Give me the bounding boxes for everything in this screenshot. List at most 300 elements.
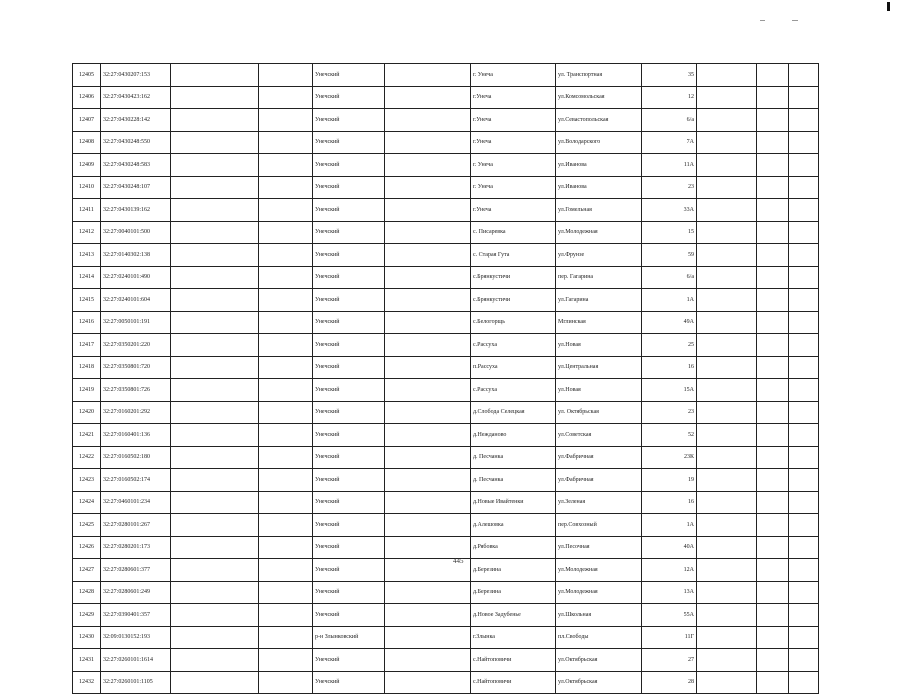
cell-empty <box>697 199 757 222</box>
table-row <box>73 604 819 627</box>
cell-empty <box>171 311 259 334</box>
cell-empty <box>757 514 789 537</box>
cell-empty <box>171 424 259 447</box>
cell-street: ул.Иванова <box>556 176 642 199</box>
cell-locality: г.Унеча <box>471 131 556 154</box>
cell-street: ул.Советская <box>556 424 642 447</box>
cell-empty <box>789 244 819 267</box>
cell-empty <box>757 109 789 132</box>
table-body <box>73 64 819 694</box>
cell-house: 7А <box>642 131 697 154</box>
cell-empty <box>259 469 313 492</box>
cell-empty <box>259 199 313 222</box>
cell-street: ул.Володарского <box>556 131 642 154</box>
cell-empty <box>697 536 757 559</box>
cell-record-number: 12417 <box>73 334 101 357</box>
cell-record-number: 12420 <box>73 401 101 424</box>
cell-street: ул.Молодежная <box>556 581 642 604</box>
table-row <box>73 491 819 514</box>
cell-empty <box>757 536 789 559</box>
cell-district: Унечский <box>313 514 385 537</box>
cell-empty <box>697 649 757 672</box>
cell-cadastral-number: 32:27:0460101:234 <box>101 491 171 514</box>
cell-record-number: 12414 <box>73 266 101 289</box>
cell-empty <box>171 109 259 132</box>
cell-house: 49А <box>642 311 697 334</box>
cell-empty <box>259 559 313 582</box>
cell-empty <box>171 514 259 537</box>
cell-district: Унечский <box>313 64 385 87</box>
cell-street: ул. Транспортная <box>556 64 642 87</box>
cell-empty <box>385 424 471 447</box>
cell-empty <box>697 289 757 312</box>
table-row <box>73 289 819 312</box>
cell-locality: с.Найтоповичи <box>471 671 556 694</box>
cell-house: 11А <box>642 154 697 177</box>
cell-empty <box>259 86 313 109</box>
cell-locality: г.Унеча <box>471 199 556 222</box>
cell-empty <box>171 86 259 109</box>
cell-empty <box>757 221 789 244</box>
table-row <box>73 221 819 244</box>
cell-cadastral-number: 32:27:0240101:604 <box>101 289 171 312</box>
cell-empty <box>757 446 789 469</box>
cell-empty <box>789 311 819 334</box>
cell-locality: д. Песчанка <box>471 446 556 469</box>
table-row <box>73 64 819 87</box>
table-row <box>73 581 819 604</box>
cell-empty <box>789 86 819 109</box>
cell-empty <box>757 604 789 627</box>
cell-empty <box>259 334 313 357</box>
cell-empty <box>385 244 471 267</box>
cell-empty <box>757 131 789 154</box>
cell-empty <box>757 311 789 334</box>
cell-empty <box>789 671 819 694</box>
cell-district: Унечский <box>313 446 385 469</box>
cell-empty <box>757 334 789 357</box>
cell-empty <box>789 514 819 537</box>
cell-empty <box>789 154 819 177</box>
cell-locality: г. Унеча <box>471 154 556 177</box>
cell-empty <box>385 446 471 469</box>
cell-district: Унечский <box>313 379 385 402</box>
cell-empty <box>789 289 819 312</box>
cell-empty <box>697 581 757 604</box>
cell-empty <box>259 131 313 154</box>
cell-street: ул.Фрунзе <box>556 244 642 267</box>
cell-locality: д. Песчанка <box>471 469 556 492</box>
cell-district: Унечский <box>313 311 385 334</box>
cell-record-number: 12419 <box>73 379 101 402</box>
cell-empty <box>697 446 757 469</box>
cell-street: ул.Гагарина <box>556 289 642 312</box>
cell-empty <box>171 266 259 289</box>
cell-empty <box>171 131 259 154</box>
cell-empty <box>171 491 259 514</box>
cell-empty <box>385 491 471 514</box>
table-row <box>73 671 819 694</box>
cell-empty <box>385 154 471 177</box>
cell-house: 33А <box>642 199 697 222</box>
table-row <box>73 446 819 469</box>
cell-locality: г. Унеча <box>471 176 556 199</box>
cell-empty <box>385 536 471 559</box>
cell-empty <box>259 626 313 649</box>
cell-empty <box>789 334 819 357</box>
cell-empty <box>757 491 789 514</box>
cell-empty <box>171 334 259 357</box>
cell-cadastral-number: 32:27:0430228:142 <box>101 109 171 132</box>
cell-district: Унечский <box>313 604 385 627</box>
cell-empty <box>385 86 471 109</box>
cell-empty <box>757 356 789 379</box>
cell-empty <box>171 154 259 177</box>
cell-empty <box>385 401 471 424</box>
cell-empty <box>789 446 819 469</box>
cell-locality: с.Брянкустичи <box>471 266 556 289</box>
cell-locality: с.Рассуха <box>471 379 556 402</box>
cell-empty <box>259 581 313 604</box>
table-row <box>73 86 819 109</box>
cell-empty <box>385 626 471 649</box>
cell-empty <box>259 289 313 312</box>
cell-empty <box>757 401 789 424</box>
cell-cadastral-number: 32:27:0040101:500 <box>101 221 171 244</box>
table-row <box>73 334 819 357</box>
cell-empty <box>171 649 259 672</box>
cell-street: ул.Севастопольская <box>556 109 642 132</box>
cell-cadastral-number: 32:27:0350801:726 <box>101 379 171 402</box>
cell-empty <box>385 649 471 672</box>
cell-empty <box>757 379 789 402</box>
cell-empty <box>259 244 313 267</box>
cell-empty <box>757 559 789 582</box>
cell-empty <box>757 424 789 447</box>
cell-locality: г.Злынка <box>471 626 556 649</box>
cell-record-number: 12427 <box>73 559 101 582</box>
scan-speck <box>760 20 765 21</box>
cell-house: 16 <box>642 491 697 514</box>
cell-empty <box>385 671 471 694</box>
cell-house: 25 <box>642 334 697 357</box>
property-register-table <box>72 63 819 694</box>
cell-empty <box>385 469 471 492</box>
table-row <box>73 626 819 649</box>
cell-empty <box>171 199 259 222</box>
cell-record-number: 12413 <box>73 244 101 267</box>
cell-locality: с. Писаревка <box>471 221 556 244</box>
cell-cadastral-number: 32:27:0160401:136 <box>101 424 171 447</box>
table-row <box>73 109 819 132</box>
cell-cadastral-number: 32:27:0280601:377 <box>101 559 171 582</box>
cell-street: ул. Октябрьская <box>556 401 642 424</box>
cell-record-number: 12430 <box>73 626 101 649</box>
cell-cadastral-number: 32:27:0280101:267 <box>101 514 171 537</box>
cell-empty <box>259 424 313 447</box>
cell-empty <box>697 626 757 649</box>
cell-house: 52 <box>642 424 697 447</box>
cell-record-number: 12422 <box>73 446 101 469</box>
cell-empty <box>697 469 757 492</box>
cell-empty <box>171 626 259 649</box>
table-row <box>73 401 819 424</box>
cell-record-number: 12412 <box>73 221 101 244</box>
cell-empty <box>171 401 259 424</box>
cell-empty <box>171 671 259 694</box>
cell-empty <box>697 64 757 87</box>
cell-empty <box>171 221 259 244</box>
cell-empty <box>789 604 819 627</box>
cell-empty <box>385 334 471 357</box>
cell-street: ул.Зеленая <box>556 491 642 514</box>
cell-empty <box>789 559 819 582</box>
cell-record-number: 12423 <box>73 469 101 492</box>
cell-locality: г.Унеча <box>471 86 556 109</box>
cell-house: 23 <box>642 176 697 199</box>
cell-empty <box>789 581 819 604</box>
cell-record-number: 12418 <box>73 356 101 379</box>
cell-empty <box>789 109 819 132</box>
cell-empty <box>697 604 757 627</box>
cell-empty <box>789 176 819 199</box>
cell-empty <box>757 671 789 694</box>
cell-empty <box>757 86 789 109</box>
cell-empty <box>697 424 757 447</box>
cell-house: 12А <box>642 559 697 582</box>
table-row <box>73 559 819 582</box>
cell-street: ул.Новая <box>556 334 642 357</box>
cell-district: Унечский <box>313 154 385 177</box>
table-row <box>73 154 819 177</box>
cell-empty <box>697 334 757 357</box>
cell-house: 13А <box>642 581 697 604</box>
cell-street: ул.Комсомольская <box>556 86 642 109</box>
scan-speck <box>792 20 798 21</box>
table-row <box>73 514 819 537</box>
cell-street: ул.Молодежная <box>556 221 642 244</box>
cell-house: 23К <box>642 446 697 469</box>
cell-empty <box>259 649 313 672</box>
cell-empty <box>385 199 471 222</box>
cell-record-number: 12428 <box>73 581 101 604</box>
cell-empty <box>385 266 471 289</box>
cell-cadastral-number: 32:27:0430248:583 <box>101 154 171 177</box>
table-row <box>73 469 819 492</box>
cell-locality: д.Нежданово <box>471 424 556 447</box>
cell-empty <box>697 401 757 424</box>
page-number: 445 <box>453 557 464 565</box>
cell-empty <box>697 154 757 177</box>
cell-empty <box>385 379 471 402</box>
cell-district: Унечский <box>313 581 385 604</box>
cell-cadastral-number: 32:27:0390401:357 <box>101 604 171 627</box>
cell-empty <box>757 244 789 267</box>
cell-empty <box>259 221 313 244</box>
cell-cadastral-number: 32:27:0160201:292 <box>101 401 171 424</box>
cell-empty <box>259 536 313 559</box>
cell-district: Унечский <box>313 289 385 312</box>
cell-empty <box>259 176 313 199</box>
cell-empty <box>171 244 259 267</box>
cell-empty <box>259 401 313 424</box>
cell-district: Унечский <box>313 469 385 492</box>
cell-empty <box>259 266 313 289</box>
cell-house: 1А <box>642 289 697 312</box>
cell-empty <box>789 649 819 672</box>
cell-house: 12 <box>642 86 697 109</box>
cell-empty <box>697 109 757 132</box>
cell-record-number: 12405 <box>73 64 101 87</box>
cell-street: ул.Молодежная <box>556 559 642 582</box>
cell-empty <box>697 491 757 514</box>
cell-empty <box>385 289 471 312</box>
cell-empty <box>789 221 819 244</box>
cell-house: 59 <box>642 244 697 267</box>
cell-district: Унечский <box>313 491 385 514</box>
cell-empty <box>697 559 757 582</box>
cell-record-number: 12432 <box>73 671 101 694</box>
cell-street: ул.Школьная <box>556 604 642 627</box>
cell-empty <box>757 266 789 289</box>
cell-empty <box>697 671 757 694</box>
cell-empty <box>789 491 819 514</box>
cell-empty <box>385 131 471 154</box>
cell-street: ул.Гомельная <box>556 199 642 222</box>
cell-empty <box>385 221 471 244</box>
cell-empty <box>697 514 757 537</box>
cell-district: Унечский <box>313 649 385 672</box>
cell-empty <box>259 671 313 694</box>
cell-empty <box>757 626 789 649</box>
cell-empty <box>757 199 789 222</box>
table-row <box>73 176 819 199</box>
cell-empty <box>385 109 471 132</box>
cell-empty <box>757 469 789 492</box>
cell-locality: д.Новое Задубенье <box>471 604 556 627</box>
cell-empty <box>259 379 313 402</box>
cell-record-number: 12410 <box>73 176 101 199</box>
cell-house: 16 <box>642 356 697 379</box>
cell-street: ул.Песочная <box>556 536 642 559</box>
cell-house: 28 <box>642 671 697 694</box>
cell-locality: д.Рябовка <box>471 536 556 559</box>
table-row <box>73 266 819 289</box>
cell-cadastral-number: 32:27:0160502:180 <box>101 446 171 469</box>
cell-cadastral-number: 32:27:0160502:174 <box>101 469 171 492</box>
cell-house: 15А <box>642 379 697 402</box>
cell-empty <box>697 86 757 109</box>
cell-cadastral-number: 32:27:0280201:173 <box>101 536 171 559</box>
cell-house: 19 <box>642 469 697 492</box>
cell-locality: с.Брянкустичи <box>471 289 556 312</box>
cell-district: Унечский <box>313 199 385 222</box>
cell-empty <box>385 604 471 627</box>
cell-empty <box>789 131 819 154</box>
cell-district: р-н Злынковский <box>313 626 385 649</box>
cell-empty <box>697 244 757 267</box>
cell-empty <box>171 536 259 559</box>
cell-empty <box>259 356 313 379</box>
cell-street: пер.Совхозный <box>556 514 642 537</box>
cell-district: Унечский <box>313 109 385 132</box>
cell-empty <box>171 379 259 402</box>
cell-empty <box>697 379 757 402</box>
table-row <box>73 649 819 672</box>
cell-record-number: 12411 <box>73 199 101 222</box>
cell-district: Унечский <box>313 536 385 559</box>
cell-empty <box>171 356 259 379</box>
cell-district: Унечский <box>313 131 385 154</box>
cell-empty <box>171 469 259 492</box>
cell-empty <box>259 446 313 469</box>
cell-empty <box>697 311 757 334</box>
cell-locality: г.Унеча <box>471 109 556 132</box>
cell-empty <box>171 64 259 87</box>
cell-empty <box>259 491 313 514</box>
cell-record-number: 12407 <box>73 109 101 132</box>
cell-empty <box>789 401 819 424</box>
cell-locality: с. Старая Гута <box>471 244 556 267</box>
cell-house: 23 <box>642 401 697 424</box>
cell-empty <box>259 154 313 177</box>
table-row <box>73 199 819 222</box>
cell-empty <box>171 581 259 604</box>
table-row <box>73 424 819 447</box>
cell-empty <box>259 514 313 537</box>
cell-locality: с.Найтоповичи <box>471 649 556 672</box>
table-row <box>73 379 819 402</box>
cell-empty <box>757 176 789 199</box>
cell-empty <box>789 356 819 379</box>
cell-district: Унечский <box>313 334 385 357</box>
cell-empty <box>789 469 819 492</box>
cell-house: 6/a <box>642 109 697 132</box>
cell-locality: п.Рассуха <box>471 356 556 379</box>
cell-house: 27 <box>642 649 697 672</box>
cell-cadastral-number: 32:27:0430248:550 <box>101 131 171 154</box>
table-row <box>73 536 819 559</box>
cell-empty <box>757 154 789 177</box>
cell-empty <box>697 356 757 379</box>
cell-cadastral-number: 32:27:0260101:1105 <box>101 671 171 694</box>
cell-empty <box>259 64 313 87</box>
cell-empty <box>171 446 259 469</box>
cell-street: Мглинская <box>556 311 642 334</box>
cell-empty <box>789 199 819 222</box>
cell-record-number: 12424 <box>73 491 101 514</box>
cell-district: Унечский <box>313 424 385 447</box>
cell-empty <box>697 131 757 154</box>
cell-street: ул.Фабричная <box>556 446 642 469</box>
cell-record-number: 12409 <box>73 154 101 177</box>
cell-district: Унечский <box>313 86 385 109</box>
cell-empty <box>385 581 471 604</box>
cell-empty <box>171 176 259 199</box>
cell-empty <box>385 356 471 379</box>
cell-empty <box>789 626 819 649</box>
cell-cadastral-number: 32:27:0350201:220 <box>101 334 171 357</box>
cell-empty <box>385 64 471 87</box>
cell-street: пл.Свободы <box>556 626 642 649</box>
cell-cadastral-number: 32:27:0240101:490 <box>101 266 171 289</box>
cell-locality: с.Белогорщь <box>471 311 556 334</box>
cell-cadastral-number: 32:27:0430207:153 <box>101 64 171 87</box>
cell-empty <box>259 109 313 132</box>
cell-street: ул.Октябрьская <box>556 671 642 694</box>
table-row <box>73 311 819 334</box>
cell-empty <box>789 379 819 402</box>
